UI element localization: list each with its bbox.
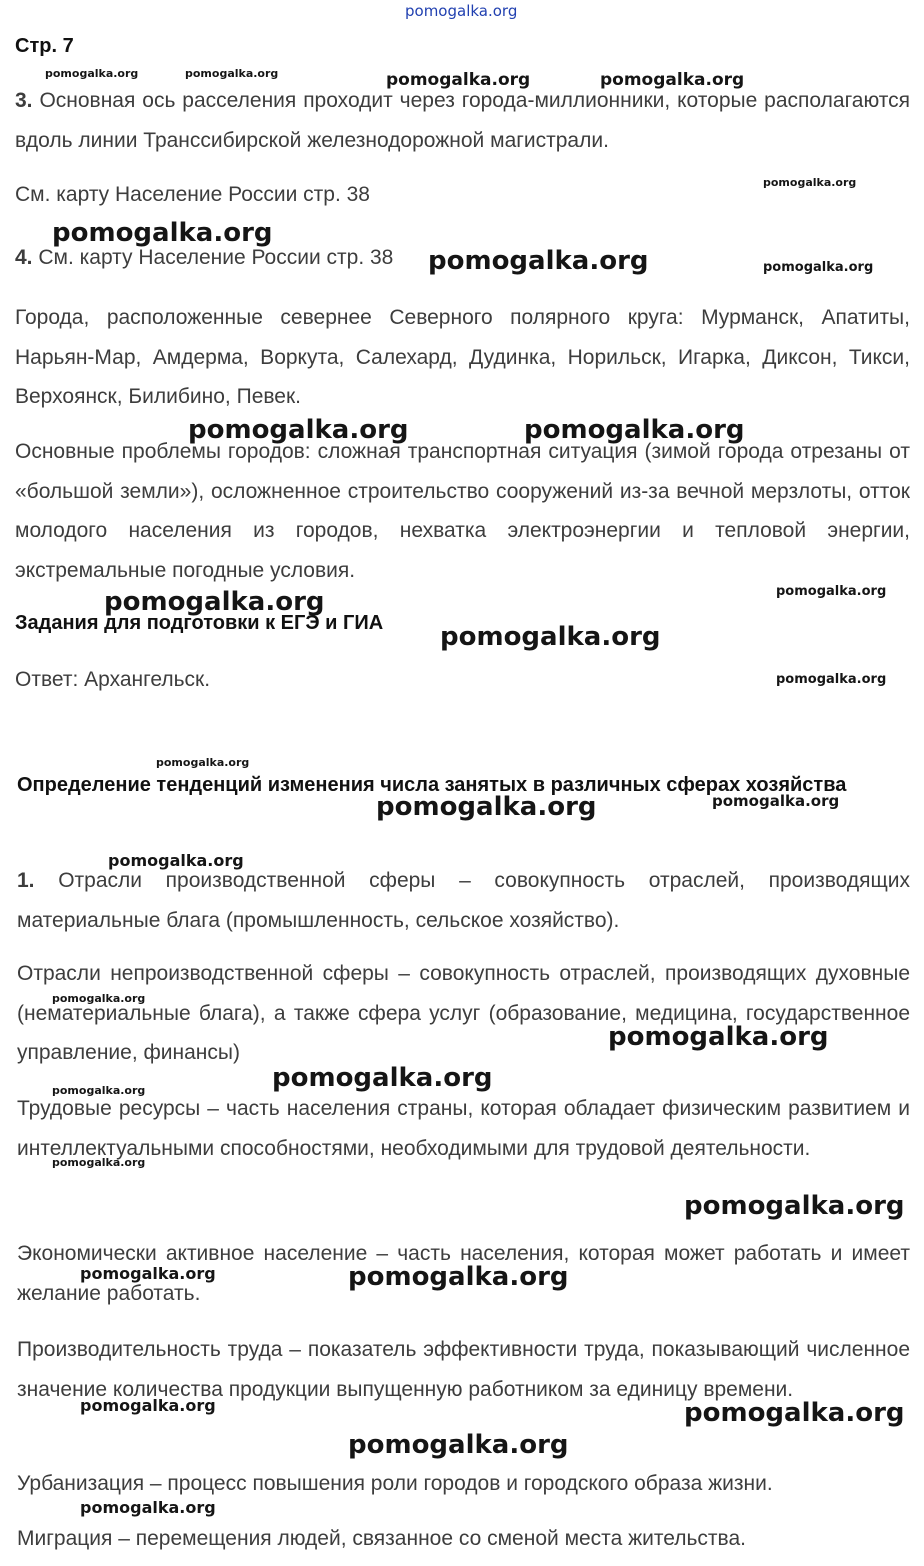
watermark: pomogalka.org bbox=[52, 1084, 146, 1097]
watermark: pomogalka.org bbox=[684, 1191, 905, 1221]
map-reference: См. карту Население России стр. 38 bbox=[15, 183, 370, 206]
watermark: pomogalka.org bbox=[185, 67, 279, 80]
watermark: pomogalka.org bbox=[80, 1396, 216, 1415]
city-problems-paragraph: Основные проблемы городов: сложная транспортная ситуация (зимой города отрезаны от «большой земли»), осложненное строительство сооружений из-за вечной мерзлоты, отток молодого населения из городов, нехватка электроэнергии и тепловой энергии, экстремальные погодные условия. bbox=[15, 440, 910, 582]
task-number: 3. bbox=[15, 89, 33, 112]
watermark: pomogalka.org bbox=[440, 622, 661, 652]
definition-6: Урбанизация – процесс повышения роли городов и городского образа жизни. bbox=[17, 1472, 773, 1495]
watermark: pomogalka.org bbox=[272, 1063, 493, 1093]
watermark: pomogalka.org bbox=[188, 415, 409, 445]
watermark: pomogalka.org bbox=[52, 218, 273, 248]
watermark: pomogalka.org bbox=[763, 260, 874, 275]
definition-3: Трудовые ресурсы – часть населения страны, которая обладает физическим развитием и интеллектуальными способностями, необходимыми для трудовой деятельности. bbox=[17, 1097, 910, 1160]
watermark: pomogalka.org bbox=[156, 756, 250, 769]
watermark: pomogalka.org bbox=[52, 992, 146, 1005]
exam-heading: Задания для подготовки к ЕГЭ и ГИА bbox=[15, 612, 384, 634]
task-4 bbox=[15, 238, 910, 278]
north-cities-paragraph: Города, расположенные севернее Северного полярного круга: Мурманск, Апатиты, Нарьян-Мар, Амдерма, Воркута, Салехард, Дудинка, Норильск, Игарка, Диксон, Тикси, Верхоянск, Билибино, Певек. bbox=[15, 306, 910, 408]
definition-number: 1. bbox=[17, 869, 35, 892]
page-heading: Стр. 7 bbox=[15, 35, 74, 57]
watermark: pomogalka.org bbox=[763, 176, 857, 189]
watermark: pomogalka.org bbox=[348, 1262, 569, 1292]
definition-2: Отрасли непроизводственной сферы – совокупность отраслей, производящих духовные (нематериальные блага), а также сфера услуг (образование, медицина, государственное управление, финансы) bbox=[17, 962, 910, 1064]
definition-7: Миграция – перемещения людей, связанное со сменой места жительства. bbox=[17, 1527, 746, 1550]
watermark-top: pomogalka.org bbox=[405, 2, 518, 20]
exam-answer: Ответ: Архангельск. bbox=[15, 668, 211, 691]
section-heading: Определение тенденций изменения числа занятых в различных сферах хозяйства bbox=[17, 774, 847, 796]
watermark: pomogalka.org bbox=[104, 587, 325, 617]
watermark: pomogalka.org bbox=[524, 415, 745, 445]
watermark: pomogalka.org bbox=[776, 672, 887, 687]
watermark: pomogalka.org bbox=[348, 1430, 569, 1460]
watermark: pomogalka.org bbox=[608, 1022, 829, 1052]
watermark: pomogalka.org bbox=[386, 70, 531, 90]
watermark: pomogalka.org bbox=[428, 246, 649, 276]
task-text: Основная ось расселения проходит через города-миллионники, которые располагаются вдоль линии Транссибирской железнодорожной магистрали. bbox=[15, 89, 910, 152]
definition-1 bbox=[17, 861, 910, 940]
watermark: pomogalka.org bbox=[684, 1398, 905, 1428]
watermark: pomogalka.org bbox=[80, 1498, 216, 1517]
watermark: pomogalka.org bbox=[80, 1264, 216, 1283]
watermark: pomogalka.org bbox=[45, 67, 139, 80]
watermark: pomogalka.org bbox=[108, 851, 244, 870]
watermark: pomogalka.org bbox=[776, 584, 887, 599]
task-3 bbox=[15, 81, 910, 160]
definition-text: Отрасли производственной сферы – совокупность отраслей, производящих материальные блага (промышленность, сельское хозяйство). bbox=[17, 869, 910, 932]
watermark: pomogalka.org bbox=[600, 70, 745, 90]
task-number: 4. bbox=[15, 246, 33, 269]
definition-5: Производительность труда – показатель эффективности труда, показывающий численное значение количества продукции выпущенную работником за единицу времени. bbox=[17, 1338, 910, 1401]
definition-4: Экономически активное население – часть населения, которая может работать и имеет желание работать. bbox=[17, 1242, 910, 1305]
watermark: pomogalka.org bbox=[376, 792, 597, 822]
task-text: См. карту Население России стр. 38 bbox=[38, 246, 394, 269]
watermark: pomogalka.org bbox=[712, 792, 840, 810]
watermark: pomogalka.org bbox=[52, 1156, 146, 1169]
